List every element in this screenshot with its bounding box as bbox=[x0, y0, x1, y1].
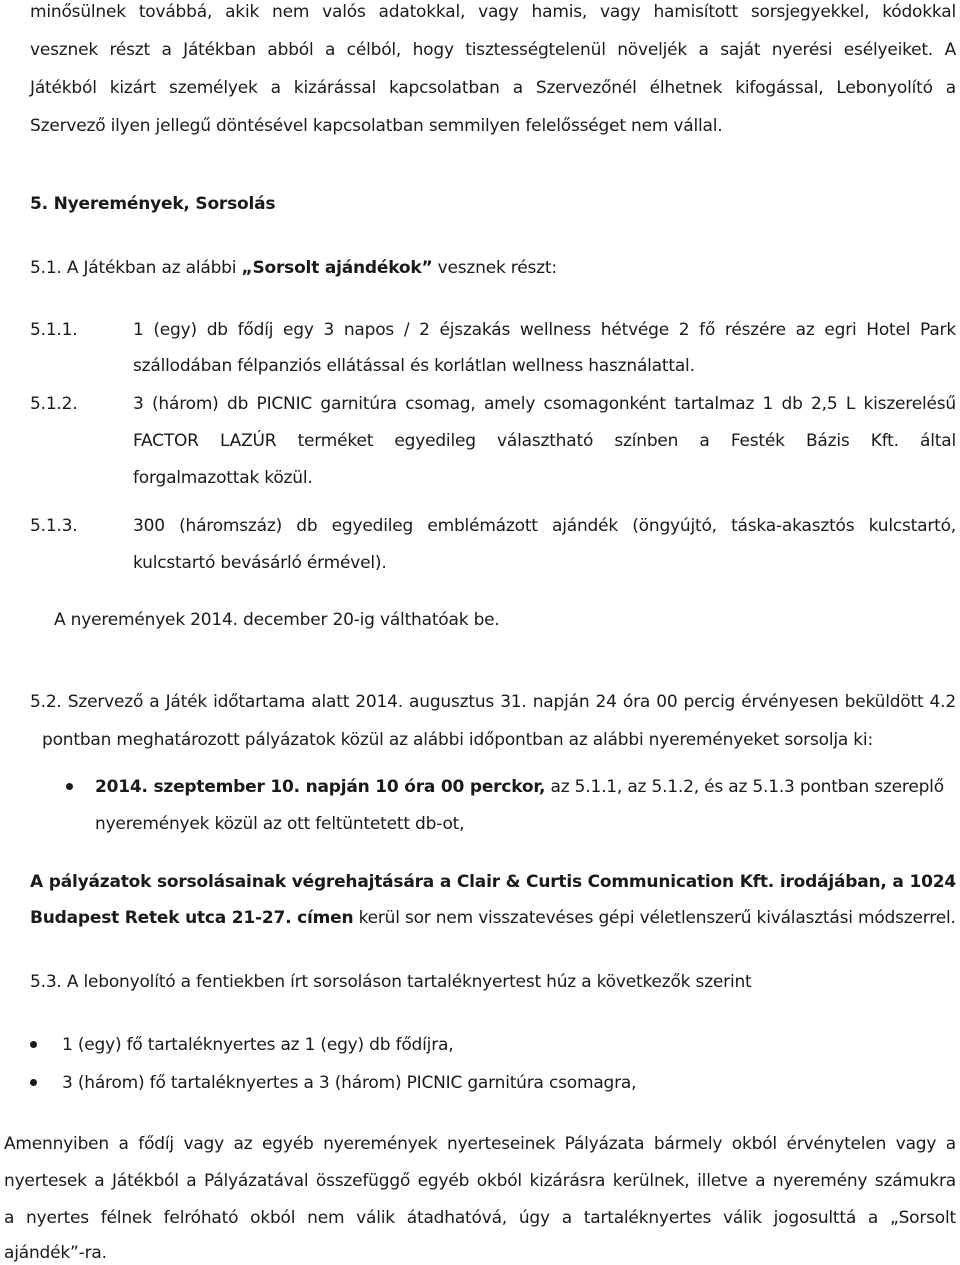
section-5-1 bbox=[30, 256, 557, 280]
intro-line-2: vesznek részt a Játékban abból a célból, hogy tisztességtelenül növeljék a saját nyerési esélyeiket. A bbox=[30, 40, 956, 60]
section-5-2-line-1: 5.2. Szervező a Játék időtartama alatt 2014. augusztus 31. napján 24 óra 00 percig érvényesen beküldött 4.2 bbox=[30, 692, 956, 712]
section-5-1-prefix: 5.1. A Játékban az alábbi bbox=[30, 258, 242, 278]
item-5-1-2-line-2: FACTOR LAZÚR terméket egyedileg választható színben a Festék Bázis Kft. által bbox=[133, 431, 956, 451]
draw-date: 2014. szeptember 10. napján 10 óra 00 perckor, bbox=[95, 777, 546, 797]
reserve-item-1: 1 (egy) fő tartaléknyertes az 1 (egy) db fődíjra, bbox=[62, 1035, 454, 1055]
section-5-1-suffix: vesznek részt: bbox=[432, 258, 557, 278]
item-5-1-1-line-1: 1 (egy) db fődíj egy 3 napos / 2 éjszakás wellness hétvége 2 fő részére az egri Hotel Park bbox=[133, 320, 956, 340]
section-5-1-bold: „Sorsolt ajándékok” bbox=[241, 258, 433, 278]
final-line-1: Amennyiben a fődíj vagy az egyéb nyeremények nyerteseinek Pályázata bármely okból érvénytelen vagy a bbox=[4, 1134, 956, 1154]
item-5-1-3-line-2: kulcstartó bevásárló érmével). bbox=[133, 553, 387, 573]
item-5-1-2-line-1: 3 (három) db PICNIC garnitúra csomag, amely csomagonként tartalmaz 1 db 2,5 L kiszerelésű bbox=[133, 394, 956, 414]
intro-line-1: minősülnek továbbá, akik nem valós adatokkal, vagy hamis, vagy hamisított sorsjegyekkel, kódokkal bbox=[30, 2, 956, 22]
bullet-icon bbox=[30, 1041, 37, 1048]
venue-line-1: A pályázatok sorsolásainak végrehajtására a Clair & Curtis Communication Kft. irodájában, a 1024 bbox=[30, 872, 956, 892]
final-line-4: ajándék”-ra. bbox=[4, 1243, 107, 1263]
bullet-icon bbox=[30, 1079, 37, 1086]
section-heading: 5. Nyeremények, Sorsolás bbox=[30, 194, 276, 214]
redeem-note: A nyeremények 2014. december 20-ig válthatóak be. bbox=[54, 610, 500, 630]
intro-line-3: Játékból kizárt személyek a kizárással kapcsolatban a Szervezőnél élhetnek kifogással, Lebonyolító a bbox=[30, 78, 956, 98]
item-5-1-1-line-2: szállodában félpanziós ellátással és korlátlan wellness használattal. bbox=[133, 356, 695, 376]
venue-line-2 bbox=[30, 906, 956, 930]
draw-rest: az 5.1.1, az 5.1.2, és az 5.1.3 pontban szereplő bbox=[545, 777, 944, 797]
bullet-icon bbox=[66, 783, 73, 790]
item-number: 5.1.3. bbox=[30, 516, 78, 536]
venue-rest: kerül sor nem visszatevéses gépi véletlenszerű kiválasztási módszerrel. bbox=[353, 908, 956, 928]
item-number: 5.1.1. bbox=[30, 320, 78, 340]
section-5-2-line-2: pontban meghatározott pályázatok közül az alábbi időpontban az alábbi nyereményeket sorsolja ki: bbox=[42, 730, 873, 750]
intro-line-4: Szervező ilyen jellegű döntésével kapcsolatban semmilyen felelősséget nem vállal. bbox=[30, 116, 723, 136]
final-line-3: a nyertes félnek felróható okból nem válik átadhatóvá, úgy a tartaléknyertes válik jogosulttá a „Sorsolt bbox=[4, 1208, 956, 1228]
final-line-2: nyertesek a Játékból a Pályázatával összefüggő egyéb okból kizárásra kerülnek, illetve a nyeremény számukra bbox=[4, 1171, 956, 1191]
draw-line-1 bbox=[95, 775, 944, 799]
item-5-1-2-line-3: forgalmazottak közül. bbox=[133, 468, 313, 488]
draw-line-2: nyeremények közül az ott feltüntetett db-ot, bbox=[95, 814, 465, 834]
venue-address: Budapest Retek utca 21-27. címen bbox=[30, 908, 354, 928]
section-5-3: 5.3. A lebonyolító a fentiekben írt sorsoláson tartaléknyertest húz a következők szerint bbox=[30, 972, 752, 992]
reserve-item-2: 3 (három) fő tartaléknyertes a 3 (három) PICNIC garnitúra csomagra, bbox=[62, 1073, 637, 1093]
item-5-1-3-line-1: 300 (háromszáz) db egyedileg emblémázott ajándék (öngyújtó, táska-akasztós kulcstartó, bbox=[133, 516, 956, 536]
item-number: 5.1.2. bbox=[30, 394, 78, 414]
